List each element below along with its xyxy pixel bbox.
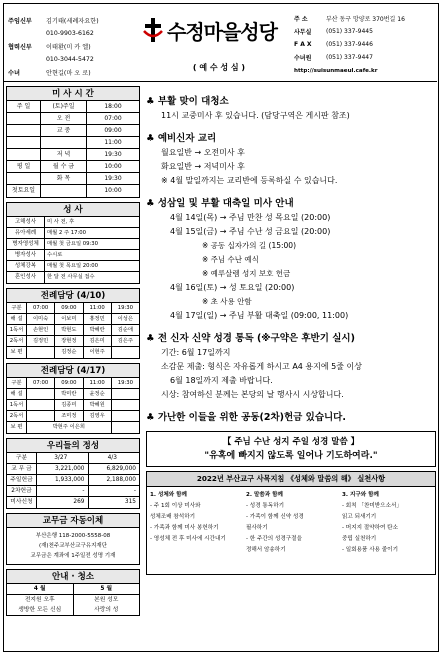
table-cell: 2,188,000 bbox=[106, 477, 136, 483]
table-cell: - bbox=[133, 488, 136, 494]
table-header-row bbox=[7, 453, 139, 464]
contact-label: 주 소 bbox=[294, 16, 308, 23]
announcement-title: ♣ 성삼일 및 부활 대축일 미사 안내 bbox=[146, 198, 294, 209]
announcement-text: 소감문 제출: 형식은 자유롭게 하시고 A4 용지에 5줄 이상 bbox=[161, 362, 362, 371]
plan-line: 읽고 되새기기 bbox=[342, 514, 377, 520]
sacrament-desc: 미 사 전, 후 bbox=[47, 219, 75, 225]
table-header-cell: 11:00 bbox=[84, 378, 112, 388]
table-header-row bbox=[7, 303, 139, 314]
table-cell: 269 bbox=[37, 497, 89, 508]
table-cell: 이성은 bbox=[117, 316, 134, 322]
table-header-cell: 07:00 bbox=[27, 378, 55, 388]
liturgy-duty-1-title: 전례담당 (4/10) bbox=[6, 288, 140, 303]
mass-time: 19:30 bbox=[104, 175, 122, 182]
account-title: 교무금 자동이체 bbox=[6, 513, 140, 528]
table-row bbox=[7, 217, 139, 228]
clergy-label: 수녀 bbox=[8, 70, 20, 77]
table-cell: 김정민 bbox=[27, 336, 55, 346]
mass-day: 평 일 bbox=[7, 161, 41, 172]
offering-table bbox=[6, 453, 140, 509]
announcement-text: 월요일반 → 오전미사 후 bbox=[161, 148, 245, 157]
mass-day: 주 일 bbox=[7, 101, 41, 112]
mass-kind: 월 수 금 bbox=[41, 161, 87, 172]
sacrament-desc: 매월 첫 목요일 20:00 bbox=[47, 263, 99, 269]
announcement-text: ※ 공동 십자가의 길 (15:00) bbox=[202, 241, 297, 250]
contact-label: F A X bbox=[294, 41, 312, 48]
table-cell: 3,221,000 bbox=[37, 464, 89, 474]
plan-line: - 주 1회 이상 미사와 bbox=[150, 503, 201, 509]
table-header-cell: 4/3 bbox=[107, 455, 117, 461]
table-header-cell: 19:30 bbox=[117, 380, 133, 386]
contact-value: (051) 337-9445 bbox=[326, 28, 373, 35]
parish-logo bbox=[142, 12, 292, 48]
table-cell: 윤정순 bbox=[84, 389, 112, 399]
plan-line: - 회칙 「찬미받으소서」 bbox=[342, 503, 402, 509]
table-cell: 김종미 bbox=[55, 400, 83, 410]
table-cell: 2독서 bbox=[7, 411, 27, 421]
table-row bbox=[7, 228, 139, 239]
table-cell bbox=[112, 411, 139, 421]
announcement-text: 4월 17일(일) → 주님 부활 대축일 (09:00, 11:00) bbox=[170, 311, 349, 320]
table-cell: 1독서 bbox=[7, 400, 27, 410]
mass-time: 10:00 bbox=[104, 187, 122, 194]
contact-label: 수녀원 bbox=[294, 55, 312, 62]
announcement-title: ♣ 예비신자 교리 bbox=[146, 133, 217, 144]
table-cell: 박현주 이은희 bbox=[27, 422, 112, 433]
liturgy-duty-2-table bbox=[6, 378, 140, 434]
left-column bbox=[6, 86, 140, 651]
table-row bbox=[7, 173, 139, 185]
sacrament-desc: 한 달 전 사무실 접수 bbox=[47, 274, 95, 280]
table-header-cell: 11:00 bbox=[84, 303, 112, 313]
announcement-text: ※ 초 사용 안함 bbox=[202, 297, 252, 306]
table-row bbox=[7, 314, 139, 325]
clergy-label: 협력신부 bbox=[8, 44, 32, 51]
mass-kind: 오 전 bbox=[41, 113, 87, 124]
announcements bbox=[146, 86, 436, 651]
table-row bbox=[7, 464, 139, 475]
plan-heading: 1. 성체와 함께 bbox=[150, 492, 187, 498]
plan-line: 정해서 암송하기 bbox=[246, 547, 286, 553]
notice-column bbox=[74, 584, 140, 615]
notice-line: 사랑의 성 bbox=[94, 607, 119, 613]
sacrament-name: 병자영성체 bbox=[7, 239, 45, 249]
table-row bbox=[7, 125, 139, 137]
sacrament-desc: 수시로 bbox=[47, 252, 63, 258]
plan-line: - 일회용품 사용 줄이기 bbox=[342, 547, 398, 553]
plan-line: - 가족이 함께 신약 성경 bbox=[246, 514, 304, 520]
plan-heading: 2. 말씀과 함께 bbox=[246, 492, 283, 498]
table-row bbox=[7, 137, 139, 149]
table-header-row bbox=[7, 378, 139, 389]
announcement-text: ※ 4월 말일까지는 교리반에 등록하실 수 있습니다. bbox=[161, 176, 338, 185]
table-row bbox=[7, 422, 139, 433]
clergy-label: 주임신부 bbox=[8, 18, 32, 25]
mass-time: 07:00 bbox=[104, 115, 122, 122]
table-cell: 해 설 bbox=[7, 389, 27, 399]
notice-title: 안내 · 청소 bbox=[6, 569, 140, 584]
contact-label: 사무실 bbox=[294, 29, 312, 36]
sacrament-desc: 매월 첫 금요일 09:30 bbox=[47, 241, 99, 247]
table-header-cell: 09:00 bbox=[55, 303, 83, 313]
table-cell bbox=[112, 347, 139, 358]
sacrament-name: 유아세례 bbox=[7, 228, 45, 238]
table-cell bbox=[112, 422, 139, 433]
table-header-cell: 19:30 bbox=[117, 305, 133, 311]
sacrament-name: 혼인성사 bbox=[7, 272, 45, 283]
table-row bbox=[7, 149, 139, 161]
parish-url[interactable]: http://suisunmaeul.cafe.kr bbox=[294, 67, 378, 74]
notice-table bbox=[6, 584, 140, 616]
contact-value: (051) 337-9447 bbox=[326, 54, 373, 61]
table-cell: 1,933,000 bbox=[37, 475, 89, 485]
table-cell bbox=[112, 389, 139, 399]
table-cell: 이현주 bbox=[84, 347, 112, 358]
mass-kind: (토)주일 bbox=[41, 101, 87, 112]
table-row bbox=[7, 113, 139, 125]
liturgy-duty-2-title: 전례담당 (4/17) bbox=[6, 363, 140, 378]
table-cell: 조미정 bbox=[55, 411, 83, 421]
table-cell: 미사신청 bbox=[7, 497, 37, 508]
mass-day bbox=[7, 137, 41, 148]
sacrament-title: 성 사 bbox=[6, 202, 140, 217]
announcement-text: 6월 18일까지 제출 바랍니다. bbox=[170, 376, 273, 385]
contact-info bbox=[294, 12, 434, 77]
table-cell: 장현정 bbox=[55, 336, 83, 346]
table-header-cell: 09:00 bbox=[55, 378, 83, 388]
account-info bbox=[6, 528, 140, 565]
table-cell bbox=[112, 400, 139, 410]
table-header-cell: 구분 bbox=[7, 453, 37, 463]
clergy-value: 010-3044-5472 bbox=[46, 56, 94, 63]
announcement-title: ♣ 전 신자 신약 성경 통독 (※구약은 후반기 실시) bbox=[146, 333, 355, 344]
table-row bbox=[7, 101, 139, 113]
table-cell: 손현인 bbox=[27, 325, 55, 335]
mass-time: 19:30 bbox=[104, 151, 122, 158]
table-row bbox=[7, 325, 139, 336]
mass-day: 첫토요일 bbox=[7, 185, 41, 197]
pastoral-plan-title: 2022년 부산교구 사목지침 《성체와 말씀의 해》 실천사항 bbox=[147, 472, 435, 487]
table-row bbox=[7, 161, 139, 173]
mass-kind bbox=[41, 137, 87, 148]
table-header-cell: 07:00 bbox=[27, 303, 55, 313]
table-row bbox=[7, 250, 139, 261]
sacrament-name: 성체강복 bbox=[7, 261, 45, 271]
mass-times-table bbox=[6, 101, 140, 198]
table-cell: 주일헌금 bbox=[7, 475, 37, 485]
announcement-title: ♣ 가난한 이들을 위한 공동(2차)헌금 있습니다. bbox=[146, 412, 346, 423]
mass-kind bbox=[41, 185, 87, 197]
plan-heading: 3. 지구와 함께 bbox=[342, 492, 379, 498]
table-cell: 홍정민 bbox=[84, 314, 112, 324]
sacrament-name: 고해성사 bbox=[7, 217, 45, 227]
notice-line: 전지원 오후 bbox=[24, 597, 55, 603]
table-row bbox=[7, 347, 139, 358]
bulletin-header bbox=[4, 4, 437, 82]
notice-line: 생방한 모든 신심 bbox=[18, 607, 62, 613]
table-row bbox=[7, 261, 139, 272]
table-cell: 1독서 bbox=[7, 325, 27, 335]
clergy-value: 김기태(세례자요한) bbox=[46, 18, 99, 25]
mass-day bbox=[7, 125, 41, 136]
mass-kind: 저 녁 bbox=[41, 149, 87, 160]
mass-time: 11:00 bbox=[104, 139, 122, 146]
table-row bbox=[7, 497, 139, 508]
pastoral-plan-box bbox=[146, 471, 436, 575]
plan-line: - 영성체 전 후 미사에 시간내기 bbox=[150, 536, 226, 542]
announcement-text: 4월 14일(목) → 주님 만찬 성 목요일 (20:00) bbox=[170, 213, 331, 222]
pastoral-plan-column bbox=[147, 487, 243, 559]
table-row bbox=[7, 475, 139, 486]
liturgy-duty-1-table bbox=[6, 303, 140, 359]
table-cell: 보 편 bbox=[7, 347, 27, 358]
mass-day bbox=[7, 173, 41, 184]
contact-value: 부산 동구 망양로 370번길 16 bbox=[326, 16, 405, 23]
table-header-cell: 구분 bbox=[7, 378, 27, 388]
table-cell: 이보미 bbox=[55, 314, 83, 324]
mass-kind: 화 목 bbox=[41, 173, 87, 184]
weekly-scripture-title: 【 주님 수난 성지 주일 성경 말씀 】 bbox=[222, 437, 360, 447]
announcement-title: ♣ 부활 맞이 대청소 bbox=[146, 96, 229, 107]
mass-time: 09:00 bbox=[104, 127, 122, 134]
table-cell: 교 무 금 bbox=[7, 464, 37, 474]
pastoral-plan-columns bbox=[147, 487, 435, 559]
plan-line: - 머지지 절약하여 탄소 bbox=[342, 525, 398, 531]
clergy-value: 이태환(미 카 엘) bbox=[46, 44, 91, 51]
table-cell: 이미숙 bbox=[27, 314, 55, 324]
announcement-text: 4월 15일(금) → 주님 수난 성 금요일 (20:00) bbox=[170, 227, 331, 236]
table-row bbox=[7, 272, 139, 283]
plan-line: 성체조배 참석하기 bbox=[150, 514, 196, 520]
clergy-value: 010-9903-6162 bbox=[46, 30, 94, 37]
parish-title: 수정마을성당 bbox=[167, 19, 277, 44]
church-logo-icon bbox=[142, 17, 164, 43]
weekly-scripture-quote: "유혹에 빠지지 않도록 일어나 기도하여라." bbox=[204, 451, 378, 461]
mass-day bbox=[7, 113, 41, 124]
mass-kind: 교 중 bbox=[41, 125, 87, 136]
sacrament-desc: 매월 2 주 17:00 bbox=[47, 230, 87, 236]
bulletin-frame bbox=[3, 3, 439, 652]
table-cell bbox=[27, 400, 55, 410]
announcement-text: 화요일반 → 저녁미사 후 bbox=[161, 162, 245, 171]
notice-column bbox=[7, 584, 74, 615]
table-cell: 박현도 bbox=[55, 325, 83, 335]
account-line: 부산은행 118-2000-5558-08 bbox=[35, 533, 111, 539]
sacrament-table bbox=[6, 217, 140, 284]
notice-header: 4 월 bbox=[7, 584, 73, 595]
account-line: 교무금은 계좌에 1주일전 성명 기재 bbox=[30, 553, 116, 559]
table-row bbox=[7, 239, 139, 250]
mass-time: 10:00 bbox=[104, 163, 122, 170]
table-cell: 315 bbox=[124, 499, 136, 505]
plan-line: 중립 실천하기 bbox=[342, 536, 377, 542]
table-row bbox=[7, 486, 139, 497]
clergy-value: 안현길(마 오 로) bbox=[46, 70, 91, 77]
pastoral-plan-column bbox=[243, 487, 339, 559]
account-line: (재)천주교부산교구유지재단 bbox=[38, 543, 108, 549]
table-cell: 김은미 bbox=[84, 336, 112, 346]
pastoral-plan-column bbox=[339, 487, 435, 559]
plan-line: - 가족과 함께 미사 봉헌하기 bbox=[150, 525, 219, 531]
notice-header: 5 월 bbox=[74, 584, 140, 595]
announcement-text: 11시 교중미사 후 있습니다. (담당구역은 게시판 참조) bbox=[161, 111, 350, 120]
mass-time: 18:00 bbox=[104, 103, 122, 110]
clergy-info bbox=[8, 14, 138, 79]
table-row bbox=[7, 389, 139, 400]
table-cell: 김영우 bbox=[84, 411, 112, 421]
table-cell bbox=[27, 411, 55, 421]
table-row bbox=[7, 336, 139, 347]
parish-motto: ( 예 수 성 심 ) bbox=[192, 63, 246, 72]
mass-day bbox=[7, 149, 41, 160]
plan-line: - 한 주간의 성경구절을 bbox=[246, 536, 302, 542]
mass-times-title: 미 사 시 간 bbox=[6, 86, 140, 101]
contact-value: (051) 337-9446 bbox=[326, 41, 373, 48]
notice-line: 본원 성모 bbox=[94, 597, 119, 603]
table-cell: 박혜원 bbox=[84, 400, 112, 410]
table-cell: 6,829,000 bbox=[106, 466, 136, 472]
table-cell: 김은주 bbox=[117, 338, 134, 344]
table-cell: 김정순 bbox=[55, 347, 83, 358]
table-cell: 박미란 bbox=[55, 389, 83, 399]
table-row bbox=[7, 185, 139, 197]
table-cell: 2차헌금 bbox=[7, 486, 37, 496]
table-cell: 해 설 bbox=[7, 314, 27, 324]
offering-title: 우리들의 정성 bbox=[6, 438, 140, 453]
table-cell: 보 편 bbox=[7, 422, 27, 433]
announcement-text: 4월 16일(토) → 성 토요일 (20:00) bbox=[170, 283, 295, 292]
table-row bbox=[7, 400, 139, 411]
table-cell bbox=[27, 389, 55, 399]
announcement-text: ※ 주님 수난 예식 bbox=[202, 255, 259, 264]
table-cell: - bbox=[37, 486, 89, 496]
announcement-text: 기간: 6월 17일까지 bbox=[161, 348, 231, 357]
table-cell bbox=[27, 347, 55, 358]
plan-line: - 성경 통독하기 bbox=[246, 503, 284, 509]
table-header-cell: 구분 bbox=[7, 303, 27, 313]
table-header-cell: 3/27 bbox=[37, 453, 89, 463]
weekly-scripture-box bbox=[146, 431, 436, 467]
table-row bbox=[7, 411, 139, 422]
table-cell: 2독서 bbox=[7, 336, 27, 346]
table-cell: 박혜란 bbox=[84, 325, 112, 335]
sacrament-name: 병자성사 bbox=[7, 250, 45, 260]
plan-line: 필사하기 bbox=[246, 525, 268, 531]
announcement-text: 시상: 참여하신 분께는 본당의 날 행사시 시상합니다. bbox=[161, 390, 344, 399]
table-cell: 김순애 bbox=[117, 327, 134, 333]
announcement-text: ※ 예루살렘 성지 보호 헌금 bbox=[202, 269, 291, 278]
